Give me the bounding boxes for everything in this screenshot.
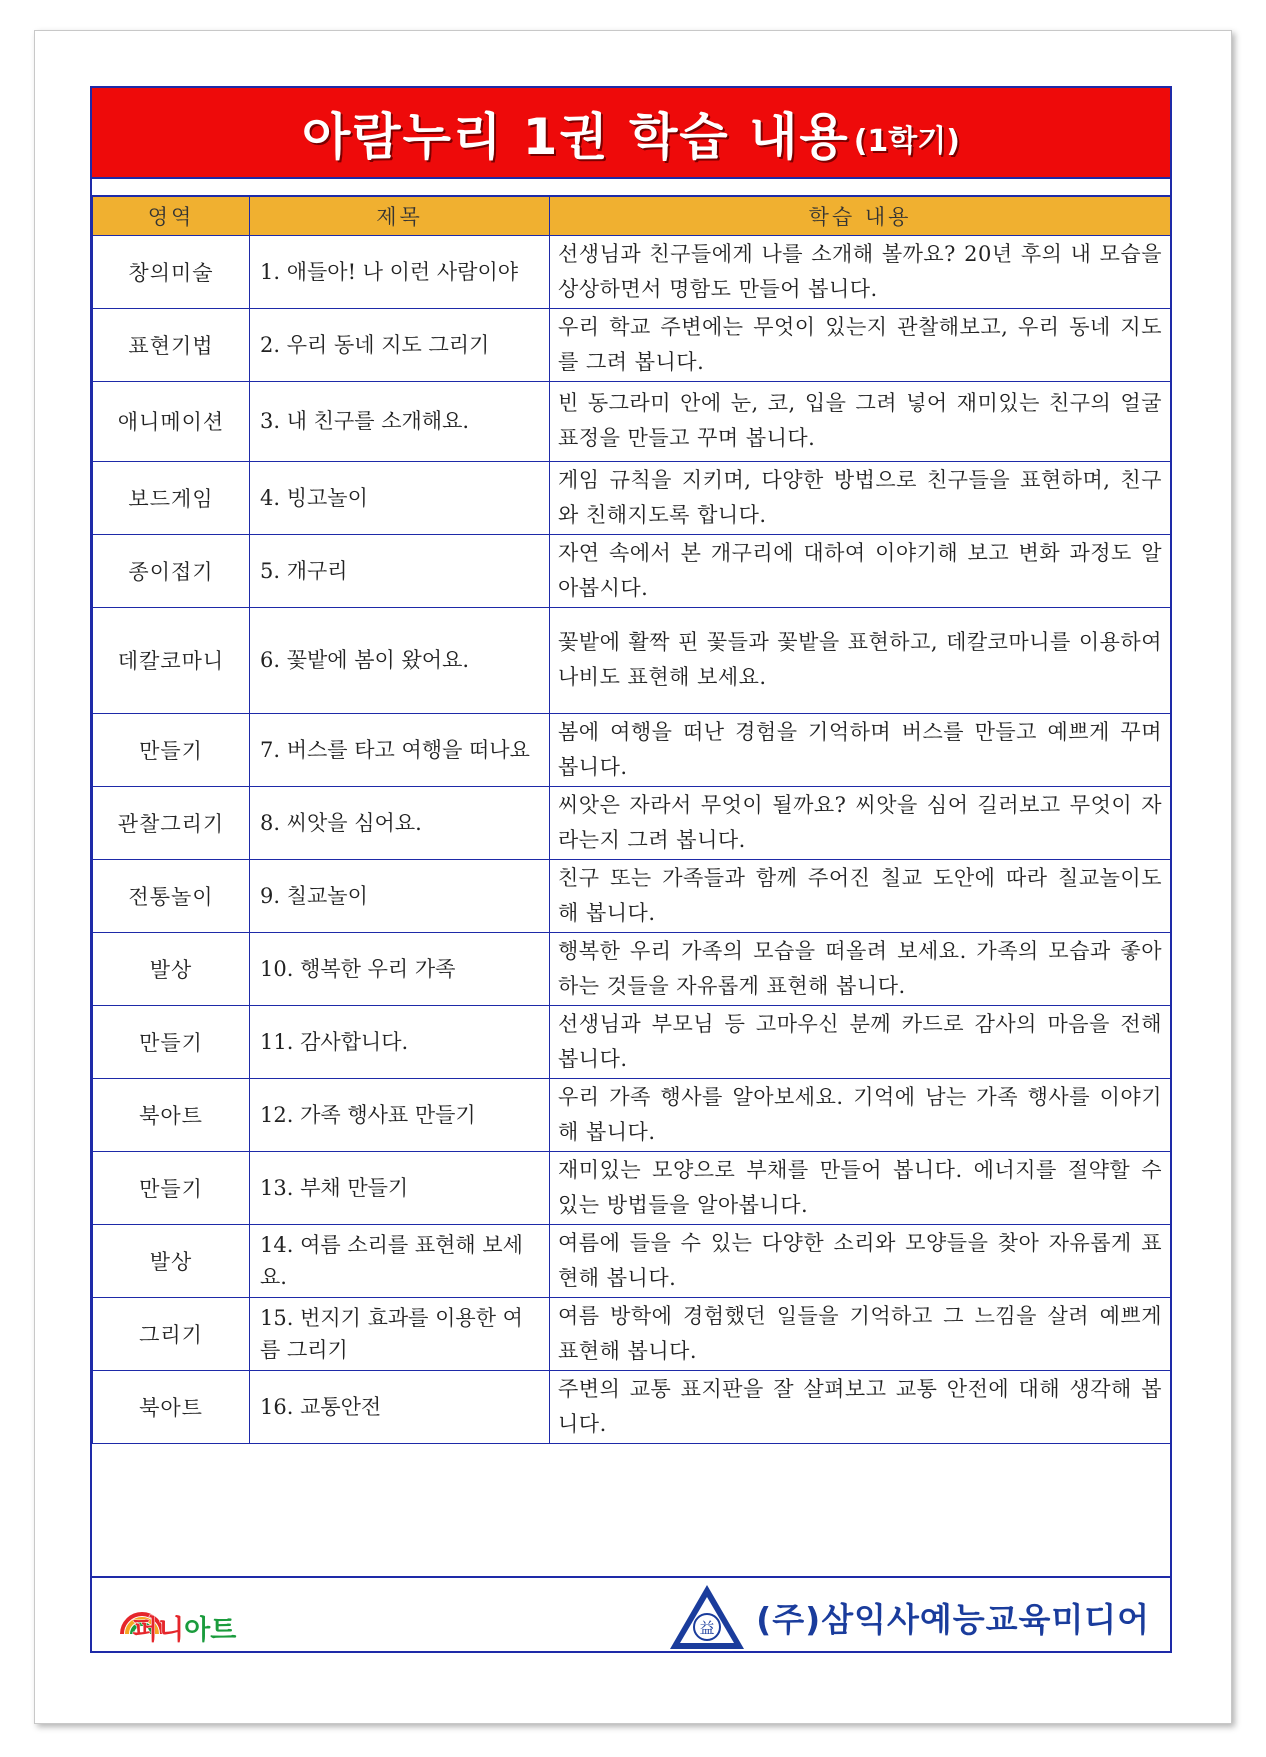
content-cell: 게임 규칙을 지키며, 다양한 방법으로 친구들을 표현하며, 친구와 친해지도록 합니다. [550, 461, 1171, 534]
table-row [93, 713, 1171, 786]
area-cell: 데칼코마니 [93, 607, 250, 713]
area-cell: 보드게임 [93, 461, 250, 534]
table-row [93, 534, 1171, 607]
samik-triangle-icon [666, 1581, 748, 1653]
area-cell: 북아트 [93, 1370, 250, 1443]
area-cell: 전통놀이 [93, 859, 250, 932]
content-cell: 씨앗은 자라서 무엇이 될까요? 씨앗을 심어 길러보고 무엇이 자라는지 그려 봅니다. [550, 786, 1171, 859]
content-cell: 꽃밭에 활짝 핀 꽃들과 꽃밭을 표현하고, 데칼코마니를 이용하여 나비도 표현해 보세요. [550, 607, 1171, 713]
title-cell: 14. 여름 소리를 표현해 보세요. [250, 1224, 550, 1297]
area-cell: 만들기 [93, 1151, 250, 1224]
logo-part-art: 아트 [184, 1615, 237, 1646]
content-cell: 행복한 우리 가족의 모습을 떠올려 보세요. 가족의 모습과 좋아하는 것들을 자유롭게 표현해 봅니다. [550, 932, 1171, 1005]
area-cell: 관찰그리기 [93, 786, 250, 859]
table-header-row [93, 196, 1171, 235]
title-cell: 7. 버스를 타고 여행을 떠나요 [250, 713, 550, 786]
table-row [93, 932, 1171, 1005]
table-row [93, 1370, 1171, 1443]
title-cell: 9. 칠교놀이 [250, 859, 550, 932]
column-header-content: 학습 내용 [550, 196, 1171, 235]
content-cell: 친구 또는 가족들과 함께 주어진 칠교 도안에 따라 칠교놀이도 해 봅니다. [550, 859, 1171, 932]
area-cell: 종이접기 [93, 534, 250, 607]
table-row [93, 1297, 1171, 1370]
curriculum-table [92, 195, 1171, 1444]
samik-logo-text: (주)삼익사예능교육미디어 [756, 1599, 1150, 1639]
page-subtitle: (1학기) [853, 123, 960, 159]
content-cell: 선생님과 부모님 등 고마우신 분께 카드로 감사의 마음을 전해 봅니다. [550, 1005, 1171, 1078]
title-cell: 5. 개구리 [250, 534, 550, 607]
column-header-title: 제목 [250, 196, 550, 235]
content-cell: 우리 가족 행사를 알아보세요. 기억에 남는 가족 행사를 이야기해 봅니다. [550, 1078, 1171, 1151]
samik-logo [666, 1582, 1150, 1652]
title-cell: 3. 내 친구를 소개해요. [250, 381, 550, 461]
area-cell: 창의미술 [93, 235, 250, 308]
area-cell: 만들기 [93, 1005, 250, 1078]
funny-art-logo [118, 1596, 258, 1648]
table-row [93, 1151, 1171, 1224]
table-row [93, 235, 1171, 308]
area-cell: 그리기 [93, 1297, 250, 1370]
title-cell: 8. 씨앗을 심어요. [250, 786, 550, 859]
content-cell: 주변의 교통 표지판을 잘 살펴보고 교통 안전에 대해 생각해 봅니다. [550, 1370, 1171, 1443]
funny-art-logo-text [132, 1608, 236, 1647]
title-cell: 16. 교통안전 [250, 1370, 550, 1443]
content-cell: 자연 속에서 본 개구리에 대하여 이야기해 보고 변화 과정도 알아봅시다. [550, 534, 1171, 607]
page-title: 아람누리 1권 학습 내용 [302, 107, 850, 166]
title-cell: 13. 부채 만들기 [250, 1151, 550, 1224]
content-cell: 재미있는 모양으로 부채를 만들어 봅니다. 에너지를 절약할 수 있는 방법들을 알아봅니다. [550, 1151, 1171, 1224]
title-cell: 4. 빙고놀이 [250, 461, 550, 534]
area-cell: 북아트 [93, 1078, 250, 1151]
title-cell: 10. 행복한 우리 가족 [250, 932, 550, 1005]
table-row [93, 381, 1171, 461]
table-row [93, 461, 1171, 534]
table-row [93, 1078, 1171, 1151]
column-header-area: 영역 [93, 196, 250, 235]
samik-mark: 益 [699, 1619, 715, 1637]
area-cell: 표현기법 [93, 308, 250, 381]
table-row [93, 607, 1171, 713]
content-cell: 여름 방학에 경험했던 일들을 기억하고 그 느낌을 살려 예쁘게 표현해 봅니다. [550, 1297, 1171, 1370]
table-row [93, 859, 1171, 932]
table-row [93, 1224, 1171, 1297]
title-cell: 12. 가족 행사표 만들기 [250, 1078, 550, 1151]
content-cell: 봄에 여행을 떠난 경험을 기억하며 버스를 만들고 예쁘게 꾸며 봅니다. [550, 713, 1171, 786]
content-cell: 선생님과 친구들에게 나를 소개해 볼까요? 20년 후의 내 모습을 상상하면서 명함도 만들어 봅니다. [550, 235, 1171, 308]
table-row [93, 1005, 1171, 1078]
title-cell: 1. 애들아! 나 이런 사람이야 [250, 235, 550, 308]
table-row [93, 308, 1171, 381]
curriculum-sheet [90, 86, 1172, 1653]
title-banner [92, 88, 1170, 179]
title-cell: 11. 감사합니다. [250, 1005, 550, 1078]
table-row [93, 786, 1171, 859]
content-cell: 우리 학교 주변에는 무엇이 있는지 관찰해보고, 우리 동네 지도를 그려 봅니다. [550, 308, 1171, 381]
content-cell: 빈 동그라미 안에 눈, 코, 입을 그려 넣어 재미있는 친구의 얼굴 표정을 만들고 꾸며 봅니다. [550, 381, 1171, 461]
area-cell: 발상 [93, 1224, 250, 1297]
footer [92, 1576, 1170, 1653]
title-cell: 6. 꽃밭에 봄이 왔어요. [250, 607, 550, 713]
title-cell: 15. 번지기 효과를 이용한 여름 그리기 [250, 1297, 550, 1370]
content-cell: 여름에 들을 수 있는 다양한 소리와 모양들을 찾아 자유롭게 표현해 봅니다. [550, 1224, 1171, 1297]
logo-part-funny: 퍼니 [132, 1615, 185, 1646]
area-cell: 애니메이션 [93, 381, 250, 461]
area-cell: 발상 [93, 932, 250, 1005]
title-cell: 2. 우리 동네 지도 그리기 [250, 308, 550, 381]
area-cell: 만들기 [93, 713, 250, 786]
